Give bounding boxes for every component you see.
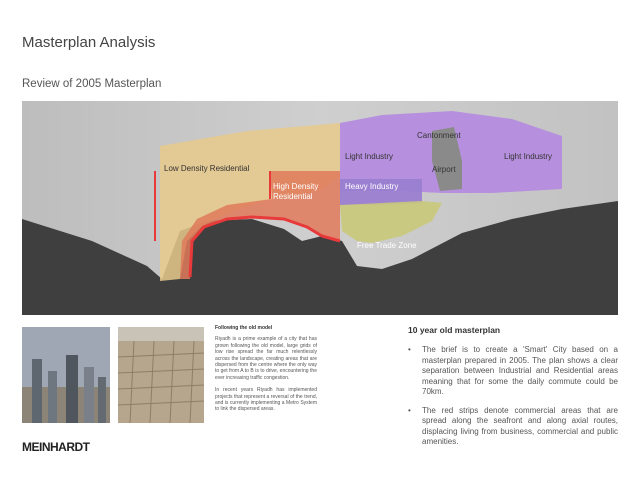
bullet-icon: • — [408, 405, 411, 415]
middle-column — [215, 325, 317, 419]
page-title: Masterplan Analysis — [22, 34, 156, 51]
page-subtitle: Review of 2005 Masterplan — [22, 78, 162, 90]
bullet-text: The red strips denote commercial areas that are spread along the seafront and along axial routes, displacing living from business, commercial and public amenities. — [422, 405, 618, 446]
photo-city-skyline — [22, 327, 110, 423]
masterplan-map — [22, 101, 618, 315]
label-airport: Airport — [432, 165, 456, 174]
label-high-density-2: Residential — [273, 192, 313, 201]
bullet-item — [408, 345, 618, 398]
label-light-industry-right: Light Industry — [504, 152, 553, 161]
label-light-industry-center: Light Industry — [345, 152, 394, 161]
bullet-icon: • — [408, 345, 411, 354]
middle-paragraph-1: Riyadh is a prime example of a city that has grown following the old model, large grids of low rise spread the far much relentlessly across the landscape, creating areas that are dispersed from the centre where the only way to get from A to B is to drive, encountering the ever increasing traffic congestion. — [215, 336, 317, 381]
middle-heading: Following the old model — [215, 325, 273, 331]
label-high-density-1: High Density — [273, 182, 319, 191]
bullet-item — [408, 406, 618, 448]
right-column — [408, 325, 618, 456]
label-free-trade-zone: Free Trade Zone — [357, 241, 417, 250]
label-heavy-industry: Heavy Industry — [345, 182, 399, 191]
label-cantonment: Cantonment — [417, 131, 461, 140]
label-low-density: Low Density Residential — [164, 164, 250, 173]
bullet-text: The brief is to create a 'Smart' City based on a masterplan prepared in 2005. The plan shows a clear separation between Industrial and Residential areas meaning that for some the daily commute could be 70km. — [422, 345, 618, 396]
photo-aerial-grid — [118, 327, 204, 423]
middle-paragraph-2: In recent years Riyadh has implemented projects that represent a reversal of the trend, and is currently implementing a Metro System to link the dispersed areas. — [215, 387, 317, 413]
company-logo: MEINHARDT — [22, 440, 90, 454]
right-heading: 10 year old masterplan — [408, 325, 501, 335]
